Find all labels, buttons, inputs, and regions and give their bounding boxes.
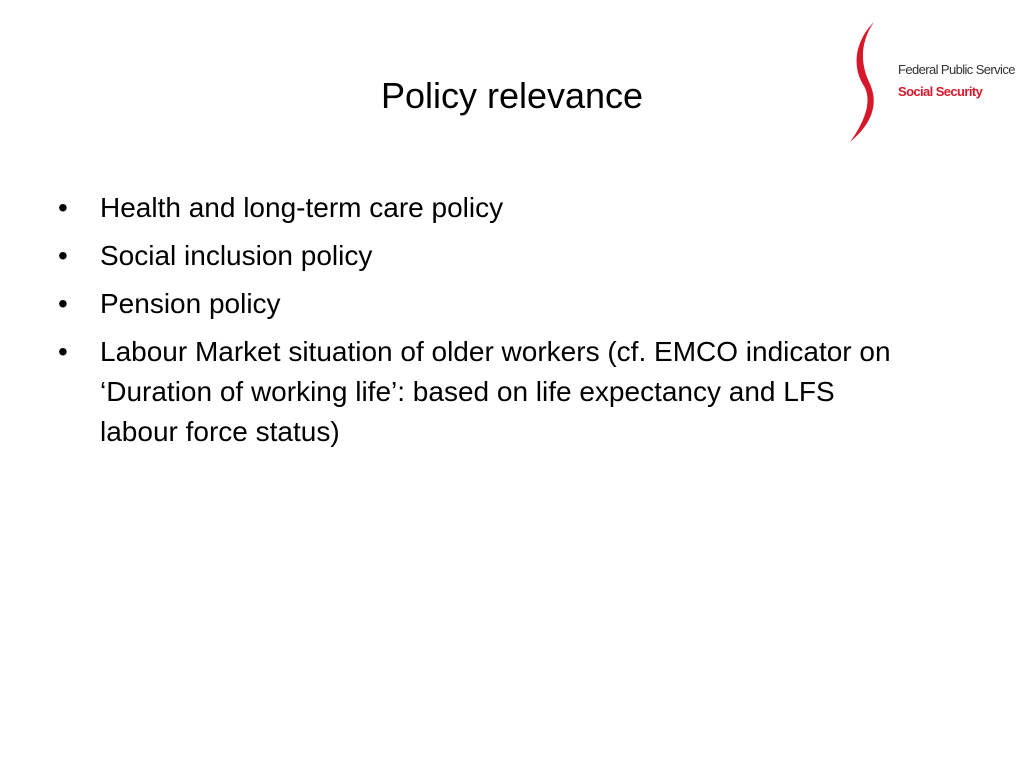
bullet-marker: • bbox=[58, 192, 68, 223]
bullet-marker: • bbox=[58, 288, 68, 319]
bullet-text: Pension policy bbox=[100, 288, 281, 319]
slide-title: Policy relevance bbox=[380, 75, 644, 116]
bullet-item-social-inclusion bbox=[58, 236, 918, 276]
bullet-text: Social inclusion policy bbox=[100, 240, 373, 271]
bullet-item-pension bbox=[58, 284, 918, 324]
bullet-item-labour-market bbox=[58, 332, 918, 452]
logo-line-social-security: Social Security bbox=[898, 84, 983, 99]
bullet-item-health bbox=[58, 188, 918, 228]
bullet-marker: • bbox=[58, 336, 68, 367]
bullet-text: Labour Market situation of older workers (cf. EMCO indicator on ‘Duration of working life’: based on life expectancy and LFS labour force status) bbox=[100, 336, 891, 447]
bullet-text: Health and long-term care policy bbox=[100, 192, 504, 223]
bullet-list bbox=[58, 188, 918, 460]
logo-line-federal-public-service: Federal Public Service bbox=[898, 62, 1015, 77]
bullet-marker: • bbox=[58, 240, 68, 271]
